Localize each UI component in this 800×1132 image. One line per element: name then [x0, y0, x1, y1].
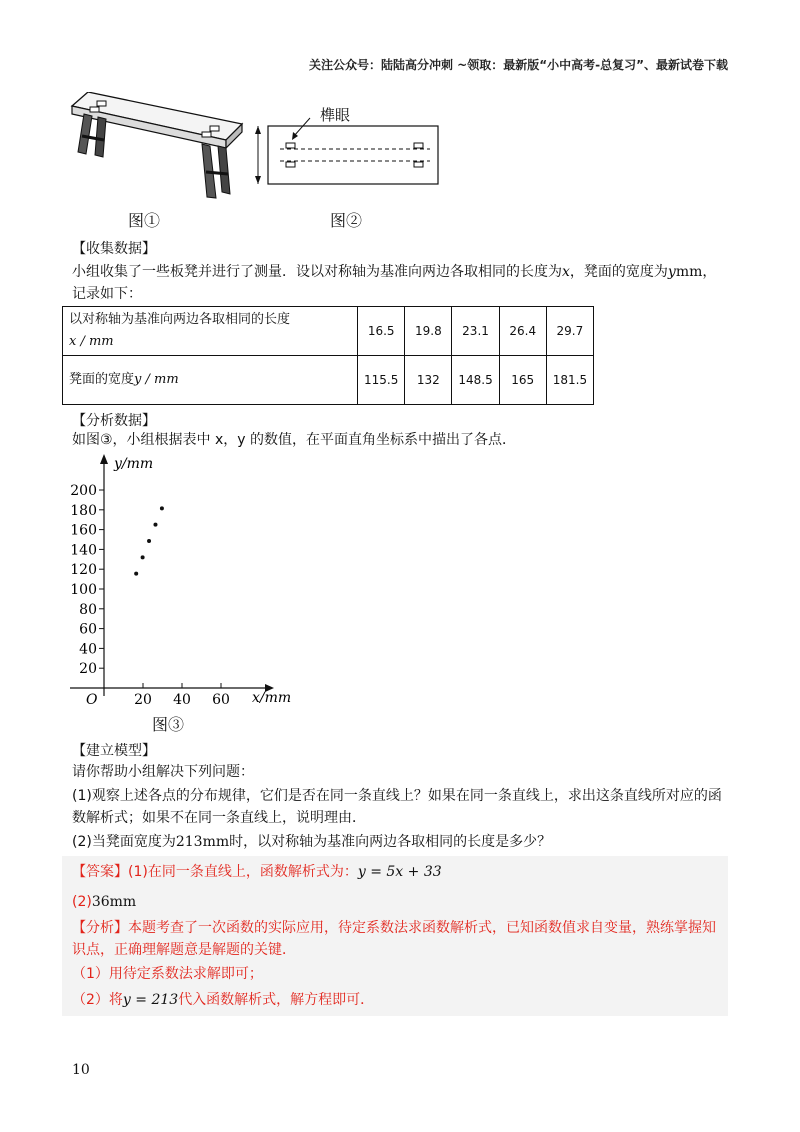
y-value: 132 — [405, 356, 452, 405]
measurement-table — [62, 306, 594, 405]
y-tick-label: 180 — [70, 502, 97, 519]
origin-label: O — [86, 692, 98, 708]
figure-2-label: 图② — [330, 211, 363, 230]
x-value: 23.1 — [452, 307, 499, 356]
page-number: 10 — [72, 1062, 90, 1078]
answer-line-1: 【答案】(1)在同一条直线上，函数解析式为：y = 5x + 33 — [72, 864, 442, 880]
analysis-step-2: （2）将y = 213代入函数解析式，解方程即可． — [72, 992, 375, 1008]
analyze-text: 如图③，小组根据表中 x，y 的数值，在平面直角坐标系中描出了各点． — [72, 432, 517, 448]
y-tick-label: 20 — [79, 661, 97, 678]
x-tick-label: 40 — [173, 692, 191, 708]
y-tick-label: 80 — [79, 601, 97, 618]
collect-line-2: 记录如下： — [72, 286, 142, 302]
table-row: 凳面的宽度y / mm 115.5 132 148.5 165 181.5 — [63, 356, 594, 405]
section-analyze: 【分析数据】 — [72, 413, 156, 429]
analysis-step-1: （1）用待定系数法求解即可； — [72, 966, 263, 982]
data-point — [160, 506, 164, 510]
x-tick-label: 60 — [212, 692, 230, 708]
y-tick-label: 100 — [70, 582, 97, 598]
question-1-line-1: (1)观察上述各点的分布规律，它们是否在同一条直线上？如果在同一条直线上，求出这条直线所对应的函 — [72, 788, 722, 804]
y-tick-label: 120 — [70, 562, 97, 579]
y-axis-arrow — [100, 454, 108, 464]
analysis-line-2: 识点，正确理解题意是解题的关键． — [72, 942, 296, 958]
x-axis-label: x/mm — [252, 690, 292, 706]
x-value: 29.7 — [546, 307, 593, 356]
y-tick-label: 140 — [70, 542, 97, 559]
x-value: 19.8 — [405, 307, 452, 356]
y-value: 115.5 — [358, 356, 405, 405]
answer-line-2: (2)36mm — [72, 894, 137, 910]
mortise-callout: 榫眼 — [320, 106, 351, 124]
analysis-line-1: 【分析】本题考查了一次函数的实际应用，待定系数法求函数解析式，已知函数值求自变量，熟练掌握知 — [72, 920, 716, 936]
data-point — [141, 555, 145, 559]
y-tick-label: 60 — [79, 621, 97, 638]
model-intro: 请你帮助小组解决下列问题： — [72, 764, 254, 780]
bench-figure — [70, 92, 250, 207]
y-axis-label: y/mm — [114, 456, 154, 472]
x-tick-label: 20 — [134, 692, 152, 708]
data-point — [147, 539, 151, 543]
x-value: 16.5 — [358, 307, 405, 356]
y-tick-label: 160 — [70, 522, 97, 539]
figure-1-label: 图① — [128, 211, 161, 230]
table-row: 以对称轴为基准向两边各取相同的长度 x / mm 16.5 19.8 23.1 26.4 29.7 — [63, 307, 594, 356]
x-value: 26.4 — [499, 307, 546, 356]
y-tick-label: 200 — [70, 483, 97, 499]
scatter-chart — [60, 450, 320, 710]
collect-line-1: 小组收集了一些板凳并进行了测量．设以对称轴为基准向两边各取相同的长度为x，凳面的宽度为ymm， — [72, 264, 717, 280]
section-model: 【建立模型】 — [72, 743, 156, 759]
question-1-line-2: 数解析式；如果不在同一条直线上，说明理由． — [72, 810, 366, 826]
page-header: 关注公众号：陆陆高分冲刺 ~领取：最新版“小中高考-总复习”、最新试卷下载 — [309, 58, 728, 72]
data-point — [153, 523, 157, 527]
y-value: 148.5 — [452, 356, 499, 405]
section-collect: 【收集数据】 — [72, 241, 156, 257]
data-point — [134, 572, 138, 576]
figure-3-label: 图③ — [152, 715, 185, 734]
y-tick-label: 40 — [79, 641, 97, 658]
y-value: 165 — [499, 356, 546, 405]
y-value: 181.5 — [546, 356, 593, 405]
question-2: (2)当凳面宽度为213mm时，以对称轴为基准向两边各取相同的长度是多少？ — [72, 834, 552, 850]
